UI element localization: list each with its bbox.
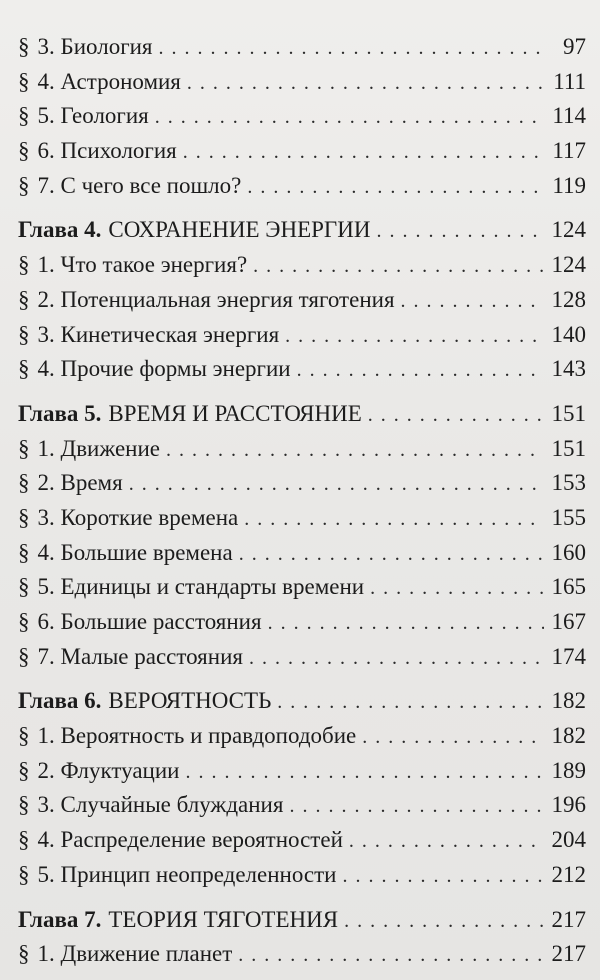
section-sign: §: [18, 574, 30, 600]
section-number: 3.: [37, 504, 55, 530]
dot-leader: [343, 859, 545, 894]
section-sign: §: [18, 757, 30, 783]
dot-leader: [244, 502, 544, 537]
section-title: Флуктуации: [60, 757, 180, 783]
section-heading: [18, 605, 268, 640]
page-number: 174: [551, 643, 586, 669]
section-title: Большие времена: [60, 539, 233, 565]
section-heading: [18, 640, 249, 675]
chapter-title: ВЕРОЯТНОСТЬ: [108, 688, 272, 714]
section-number: 7.: [37, 643, 55, 669]
section-number: 4.: [37, 827, 55, 853]
page-number: 189: [551, 757, 586, 783]
section-title: Геология: [60, 103, 149, 129]
section-heading: [18, 754, 185, 789]
chapter-label: Глава 5.: [18, 400, 102, 426]
page-number: 212: [551, 861, 586, 887]
section-number: 3.: [37, 321, 55, 347]
toc-section-entry: [18, 65, 586, 100]
section-number: 7.: [37, 172, 55, 198]
toc-chapter-entry: [18, 684, 586, 719]
section-number: 2.: [37, 286, 55, 312]
table-of-contents: [18, 30, 586, 972]
section-number: 6.: [37, 138, 55, 164]
section-sign: §: [18, 252, 30, 278]
page-number: 182: [551, 688, 586, 714]
section-title: Малые расстояния: [60, 643, 243, 669]
chapter-label: Глава 4.: [18, 217, 102, 243]
toc-section-entry: [18, 318, 586, 353]
toc-section-entry: [18, 858, 586, 893]
dot-leader: [349, 824, 544, 859]
chapter-heading: [18, 213, 376, 248]
chapter-heading: [18, 684, 277, 719]
toc-section-entry: [18, 352, 586, 387]
page-number: 140: [551, 321, 586, 347]
toc-section-entry: [18, 754, 586, 789]
section-number: 4.: [37, 539, 55, 565]
section-title: Кинетическая энергия: [60, 321, 280, 347]
toc-chapter-entry: [18, 903, 586, 938]
section-sign: §: [18, 539, 30, 565]
section-sign: §: [18, 792, 30, 818]
toc-section-entry: [18, 937, 586, 972]
chapter-label: Глава 6.: [18, 688, 102, 714]
section-heading: [18, 352, 297, 387]
dot-leader: [159, 31, 544, 66]
page-number: 119: [552, 172, 586, 198]
section-number: 5.: [37, 103, 55, 129]
toc-section-entry: [18, 605, 586, 640]
section-number: 5.: [37, 574, 55, 600]
section-heading: [18, 466, 129, 501]
toc-section-entry: [18, 640, 586, 675]
section-heading: [18, 65, 187, 100]
dot-leader: [239, 537, 544, 572]
section-sign: §: [18, 103, 30, 129]
section-title: Вероятность и правдоподобие: [60, 723, 357, 749]
section-sign: §: [18, 861, 30, 887]
section-sign: §: [18, 723, 30, 749]
toc-section-entry: [18, 501, 586, 536]
page-number: 117: [552, 138, 586, 164]
toc-section-entry: [18, 432, 586, 467]
section-title: Принцип неопределенности: [60, 861, 337, 887]
page-number: 155: [551, 504, 586, 530]
section-title: С чего все пошло?: [60, 172, 242, 198]
page-number: 204: [551, 827, 586, 853]
toc-section-entry: [18, 570, 586, 605]
page-number: 196: [551, 792, 586, 818]
page-number: 114: [552, 103, 586, 129]
section-sign: §: [18, 470, 30, 496]
section-number: 2.: [37, 757, 55, 783]
dot-leader: [368, 398, 544, 433]
toc-section-entry: [18, 719, 586, 754]
section-heading: [18, 432, 166, 467]
section-sign: §: [18, 34, 30, 59]
chapter-heading: [18, 903, 344, 938]
section-title: Биология: [60, 34, 153, 59]
section-sign: §: [18, 68, 30, 94]
toc-section-entry: [18, 536, 586, 571]
section-sign: §: [18, 321, 30, 347]
dot-leader: [166, 433, 544, 468]
page-number: 111: [553, 68, 586, 94]
section-heading: [18, 99, 155, 134]
section-heading: [18, 719, 362, 754]
page-number: 97: [563, 34, 586, 59]
section-sign: §: [18, 286, 30, 312]
toc-section-entry: [18, 788, 586, 823]
chapter-heading: [18, 397, 368, 432]
section-number: 2.: [37, 470, 55, 496]
section-number: 1.: [37, 941, 55, 967]
section-title: Большие расстояния: [60, 609, 262, 634]
section-title: Короткие времена: [60, 504, 239, 530]
section-sign: §: [18, 827, 30, 853]
page-number: 217: [551, 941, 586, 967]
dot-leader: [277, 685, 544, 720]
dot-leader: [401, 284, 544, 319]
toc-section-entry: [18, 283, 586, 318]
section-sign: §: [18, 138, 30, 164]
dot-leader: [344, 904, 544, 939]
dot-leader: [370, 571, 544, 606]
section-heading: [18, 536, 239, 571]
page-number: 182: [551, 723, 586, 749]
section-heading: [18, 30, 159, 65]
section-number: 4.: [37, 68, 55, 94]
section-title: Движение: [60, 435, 160, 461]
section-title: Потенциальная энергия тяготения: [60, 286, 395, 312]
toc-section-entry: [18, 466, 586, 501]
section-title: Движение планет: [60, 941, 233, 967]
section-number: 1.: [37, 723, 55, 749]
dot-leader: [249, 641, 544, 676]
toc-chapter-entry: [18, 213, 586, 248]
toc-section-entry: [18, 248, 586, 283]
dot-leader: [183, 135, 544, 170]
chapter-title: СОХРАНЕНИЕ ЭНЕРГИИ: [108, 217, 371, 243]
section-heading: [18, 501, 244, 536]
toc-section-entry: [18, 823, 586, 858]
section-sign: §: [18, 435, 30, 461]
section-title: Что такое энергия?: [60, 252, 248, 278]
page-number: 124: [551, 252, 586, 278]
section-title: Астрономия: [60, 68, 181, 94]
page-number: 143: [551, 356, 586, 382]
section-sign: §: [18, 941, 30, 967]
section-number: 4.: [37, 356, 55, 382]
page-number: 151: [551, 400, 586, 426]
dot-leader: [155, 100, 544, 135]
chapter-title: ТЕОРИЯ ТЯГОТЕНИЯ: [108, 906, 339, 932]
dot-leader: [297, 353, 544, 388]
section-sign: §: [18, 504, 30, 530]
page-number: 124: [551, 217, 586, 243]
dot-leader: [289, 789, 544, 824]
dot-leader: [129, 467, 544, 502]
section-sign: §: [18, 356, 30, 382]
section-number: 6.: [37, 609, 55, 634]
dot-leader: [362, 720, 544, 755]
section-heading: [18, 169, 247, 204]
toc-section-entry: [18, 169, 586, 204]
page-number: 153: [551, 470, 586, 496]
section-number: 3.: [37, 792, 55, 818]
dot-leader: [268, 606, 544, 641]
section-title: Прочие формы энергии: [60, 356, 291, 382]
section-number: 1.: [37, 252, 55, 278]
dot-leader: [185, 755, 544, 790]
page-number: 217: [551, 906, 586, 932]
section-title: Психология: [60, 138, 177, 164]
section-heading: [18, 134, 183, 169]
section-number: 1.: [37, 435, 55, 461]
section-heading: [18, 248, 253, 283]
dot-leader: [238, 938, 544, 973]
section-heading: [18, 318, 285, 353]
toc-chapter-entry: [18, 397, 586, 432]
dot-leader: [285, 319, 544, 354]
chapter-title: ВРЕМЯ И РАССТОЯНИЕ: [108, 400, 362, 426]
section-number: 3.: [37, 34, 55, 59]
section-number: 5.: [37, 861, 55, 887]
section-title: Единицы и стандарты времени: [60, 574, 365, 600]
section-heading: [18, 788, 289, 823]
toc-section-entry: [18, 134, 586, 169]
dot-leader: [376, 214, 544, 249]
section-heading: [18, 570, 370, 605]
section-sign: §: [18, 643, 30, 669]
page-number: 151: [551, 435, 586, 461]
page-number: 160: [551, 539, 586, 565]
toc-section-entry: [18, 30, 586, 65]
toc-section-entry: [18, 99, 586, 134]
section-title: Время: [60, 470, 123, 496]
page-number: 128: [551, 286, 586, 312]
section-title: Случайные блуждания: [60, 792, 284, 818]
section-title: Распределение вероятностей: [60, 827, 343, 853]
section-heading: [18, 283, 401, 318]
dot-leader: [187, 66, 544, 101]
section-sign: §: [18, 609, 30, 634]
dot-leader: [247, 170, 544, 205]
section-heading: [18, 937, 238, 972]
page-number: 167: [551, 609, 586, 634]
section-heading: [18, 823, 349, 858]
page-number: 165: [551, 574, 586, 600]
section-sign: §: [18, 172, 30, 198]
chapter-label: Глава 7.: [18, 906, 102, 932]
dot-leader: [253, 249, 544, 284]
section-heading: [18, 858, 343, 893]
